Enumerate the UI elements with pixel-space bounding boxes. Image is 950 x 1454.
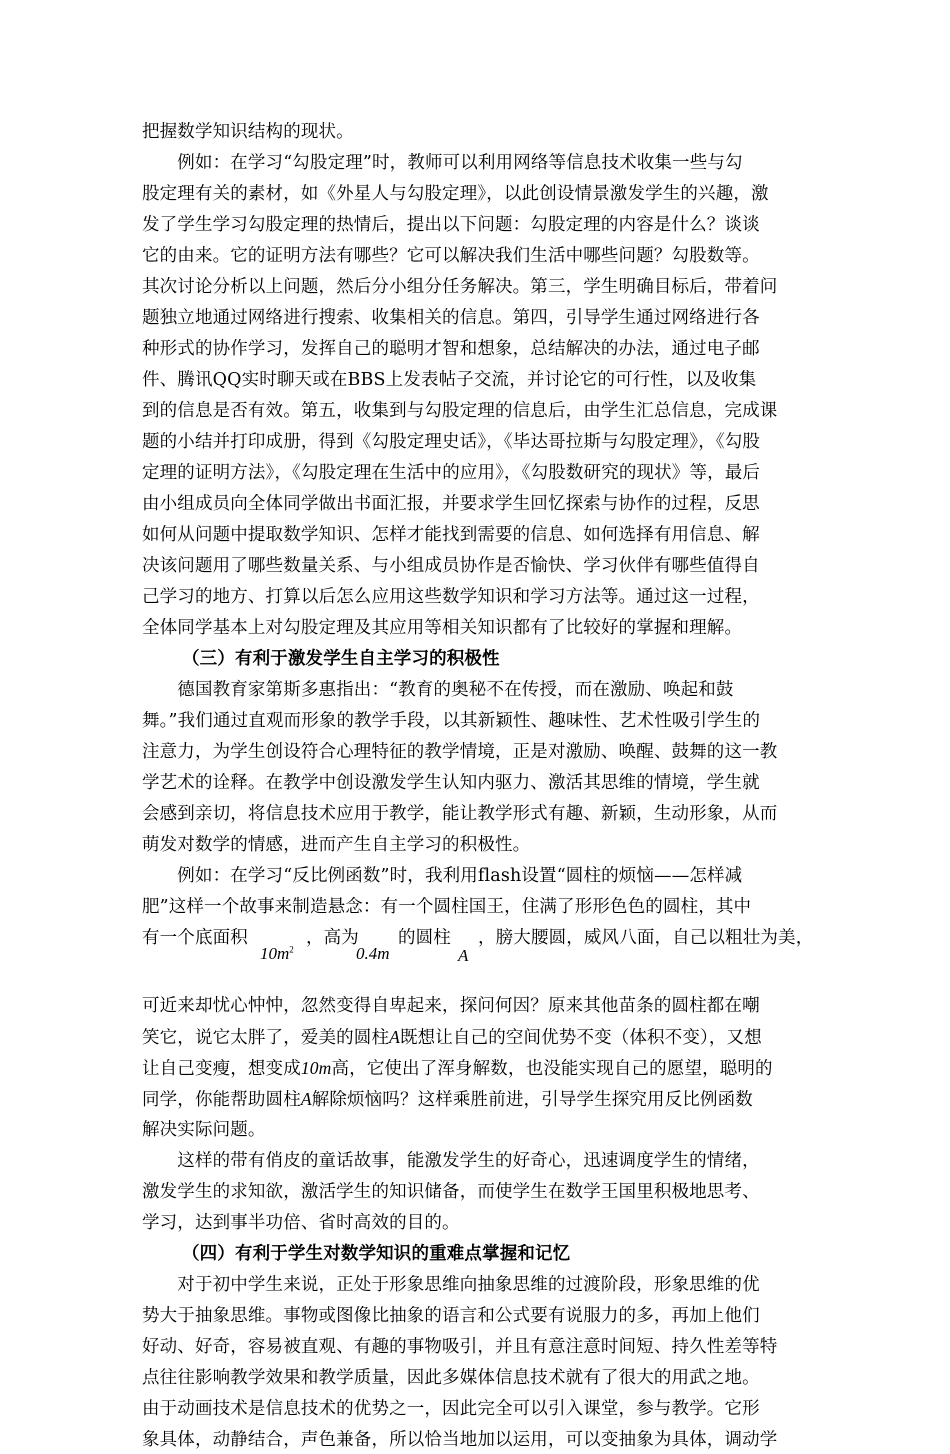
formula-text: 10m	[300, 1058, 332, 1078]
text-segment: 的圆柱	[398, 928, 451, 948]
text-line-with-formula	[142, 1023, 762, 1051]
text-line-with-formula	[142, 1054, 773, 1082]
formula-text: A	[458, 946, 469, 965]
text-line: 肥”这样一个故事来制造悬念：有一个圆柱国王，住满了形形色色的圆柱，其中	[142, 897, 752, 917]
text-line: 种形式的协作学习，发挥自己的聪明才智和想象，总结解决的办法，通过电子邮	[142, 339, 760, 359]
text-line: 到的信息是否有效。第五，收集到与勾股定理的信息后，由学生汇总信息，完成课	[142, 401, 778, 421]
text-segment: 既想让自己的空间优势不变（体积不变），又想	[399, 1028, 762, 1048]
text-line: 可近来却忧心忡忡，忽然变得自卑起来，探问何因？原来其他苗条的圆柱都在嘲	[142, 996, 760, 1016]
text-line: 好动、好奇，容易被直观、有趣的事物吸引，并且有意注意时间短、持久性差等特	[142, 1337, 778, 1357]
text-segment: ，高为	[306, 928, 359, 948]
text-line: 激发学生的求知欲，激活学生的知识储备，而使学生在数学王国里积极地思考、	[142, 1182, 760, 1202]
text-line: 件、腾讯QQ实时聊天或在BBS上发表帖子交流，并讨论它的可行性，以及收集	[142, 370, 757, 390]
text-line: 把握数学知识结构的现状。	[142, 122, 354, 142]
text-line: 己学习的地方、打算以后怎么应用这些数学知识和学习方法等。通过这一过程，	[142, 587, 760, 607]
text-line: 象具体，动静结合，声色兼备，所以恰当地加以运用，可以变抽象为具体，调动学	[142, 1430, 778, 1450]
text-line: 对于初中学生来说，正处于形象思维向抽象思维的过渡阶段，形象思维的优	[142, 1275, 760, 1295]
text-line: 势大于抽象思维。事物或图像比抽象的语言和公式要有说服力的多，再加上他们	[142, 1306, 760, 1326]
text-line: 全体同学基本上对勾股定理及其应用等相关知识都有了比较好的掌握和理解。	[142, 618, 743, 638]
text-line: 如何从问题中提取数学知识、怎样才能找到需要的信息、如何选择有用信息、解	[142, 525, 760, 545]
section-heading: （三）有利于激发学生自主学习的积极性	[182, 649, 500, 669]
text-line-with-formula	[142, 924, 248, 952]
formula-text: 10m	[260, 944, 290, 963]
formula-superscript: 2	[289, 944, 294, 955]
text-segment: 同学，你能帮助圆柱	[142, 1090, 301, 1110]
text-segment: 笑它，说它太胖了，爱美的圆柱	[142, 1028, 390, 1048]
text-line: 定理的证明方法》，《勾股定理在生活中的应用》，《勾股数研究的现状》等，最后	[142, 463, 761, 483]
text-line-with-formula	[142, 1085, 753, 1113]
formula-cylinder	[458, 946, 468, 966]
text-line: 题的小结并打印成册，得到《勾股定理史话》，《毕达哥拉斯与勾股定理》，《勾股	[142, 432, 761, 452]
text-line: 发了学生学习勾股定理的热情后，提出以下问题：勾股定理的内容是什么？谈谈	[142, 215, 760, 235]
section-heading: （四）有利于学生对数学知识的重难点掌握和记忆	[182, 1244, 571, 1264]
text-line: 学习，达到事半功倍、省时高效的目的。	[142, 1213, 460, 1233]
text-line: 学艺术的诠释。在教学中创设激发学生认知内驱力、激活其思维的情境，学生就	[142, 773, 760, 793]
text-line: 其次讨论分析以上问题，然后分小组分任务解决。第三，学生明确目标后，带着问	[142, 277, 778, 297]
formula-height	[356, 944, 390, 964]
text-segment: ，膀大腰圆，威风八面，自己以粗壮为美，	[478, 928, 814, 948]
text-line: 这样的带有俏皮的童话故事，能激发学生的好奇心，迅速调度学生的情绪，	[142, 1151, 760, 1171]
formula-area	[260, 944, 294, 964]
text-line: 点往往影响教学效果和教学质量，因此多媒体信息技术就有了很大的用武之地。	[142, 1368, 760, 1388]
text-line: 它的由来。它的证明方法有哪些？它可以解决我们生活中哪些问题？勾股数等。	[142, 246, 760, 266]
text-line: 会感到亲切，将信息技术应用于教学，能让教学形式有趣、新颖，生动形象，从而	[142, 804, 778, 824]
formula-text: A	[300, 1089, 312, 1109]
text-line: 例如：在学习“反比例函数”时，我利用flash设置“圆柱的烦恼——怎样减	[142, 866, 743, 886]
text-line: 德国教育家第斯多惠指出：“教育的奥秘不在传授，而在激励、唤起和鼓	[142, 680, 734, 700]
text-line: 萌发对数学的情感，进而产生自主学习的积极性。	[142, 835, 531, 855]
text-line: 题独立地通过网络进行搜索、收集相关的信息。第四，引导学生通过网络进行各	[142, 308, 760, 328]
text-line: 决该问题用了哪些数量关系、与小组成员协作是否愉快、学习伙伴有哪些值得自	[142, 556, 760, 576]
formula-text: 0.4m	[356, 944, 390, 963]
text-segment: 有一个底面积	[142, 928, 248, 948]
text-line: 舞。”我们通过直观而形象的教学手段，以其新颖性、趣味性、艺术性吸引学生的	[142, 711, 761, 731]
text-line: 由于动画技术是信息技术的优势之一，因此完全可以引入课堂，参与教学。它形	[142, 1399, 760, 1419]
text-line: 例如：在学习“勾股定理”时，教师可以利用网络等信息技术收集一些与勾	[142, 153, 743, 173]
text-segment: 让自己变瘦，想变成	[142, 1059, 301, 1079]
text-line: 解决实际问题。	[142, 1120, 266, 1140]
text-line: 注意力，为学生创设符合心理特征的教学情境，正是对激励、唤醒、鼓舞的这一教	[142, 742, 778, 762]
text-segment: 高，它使出了浑身解数，也没能实现自己的愿望，聪明的	[331, 1059, 773, 1079]
text-line: 股定理有关的素材，如《外星人与勾股定理》，以此创设情景激发学生的兴趣，激	[142, 184, 769, 204]
text-line: 由小组成员向全体同学做出书面汇报，并要求学生回忆探索与协作的过程，反思	[142, 494, 760, 514]
formula-text: A	[389, 1027, 400, 1047]
text-segment: 解除烦恼吗？这样乘胜前进，引导学生探究用反比例函数	[311, 1090, 753, 1110]
